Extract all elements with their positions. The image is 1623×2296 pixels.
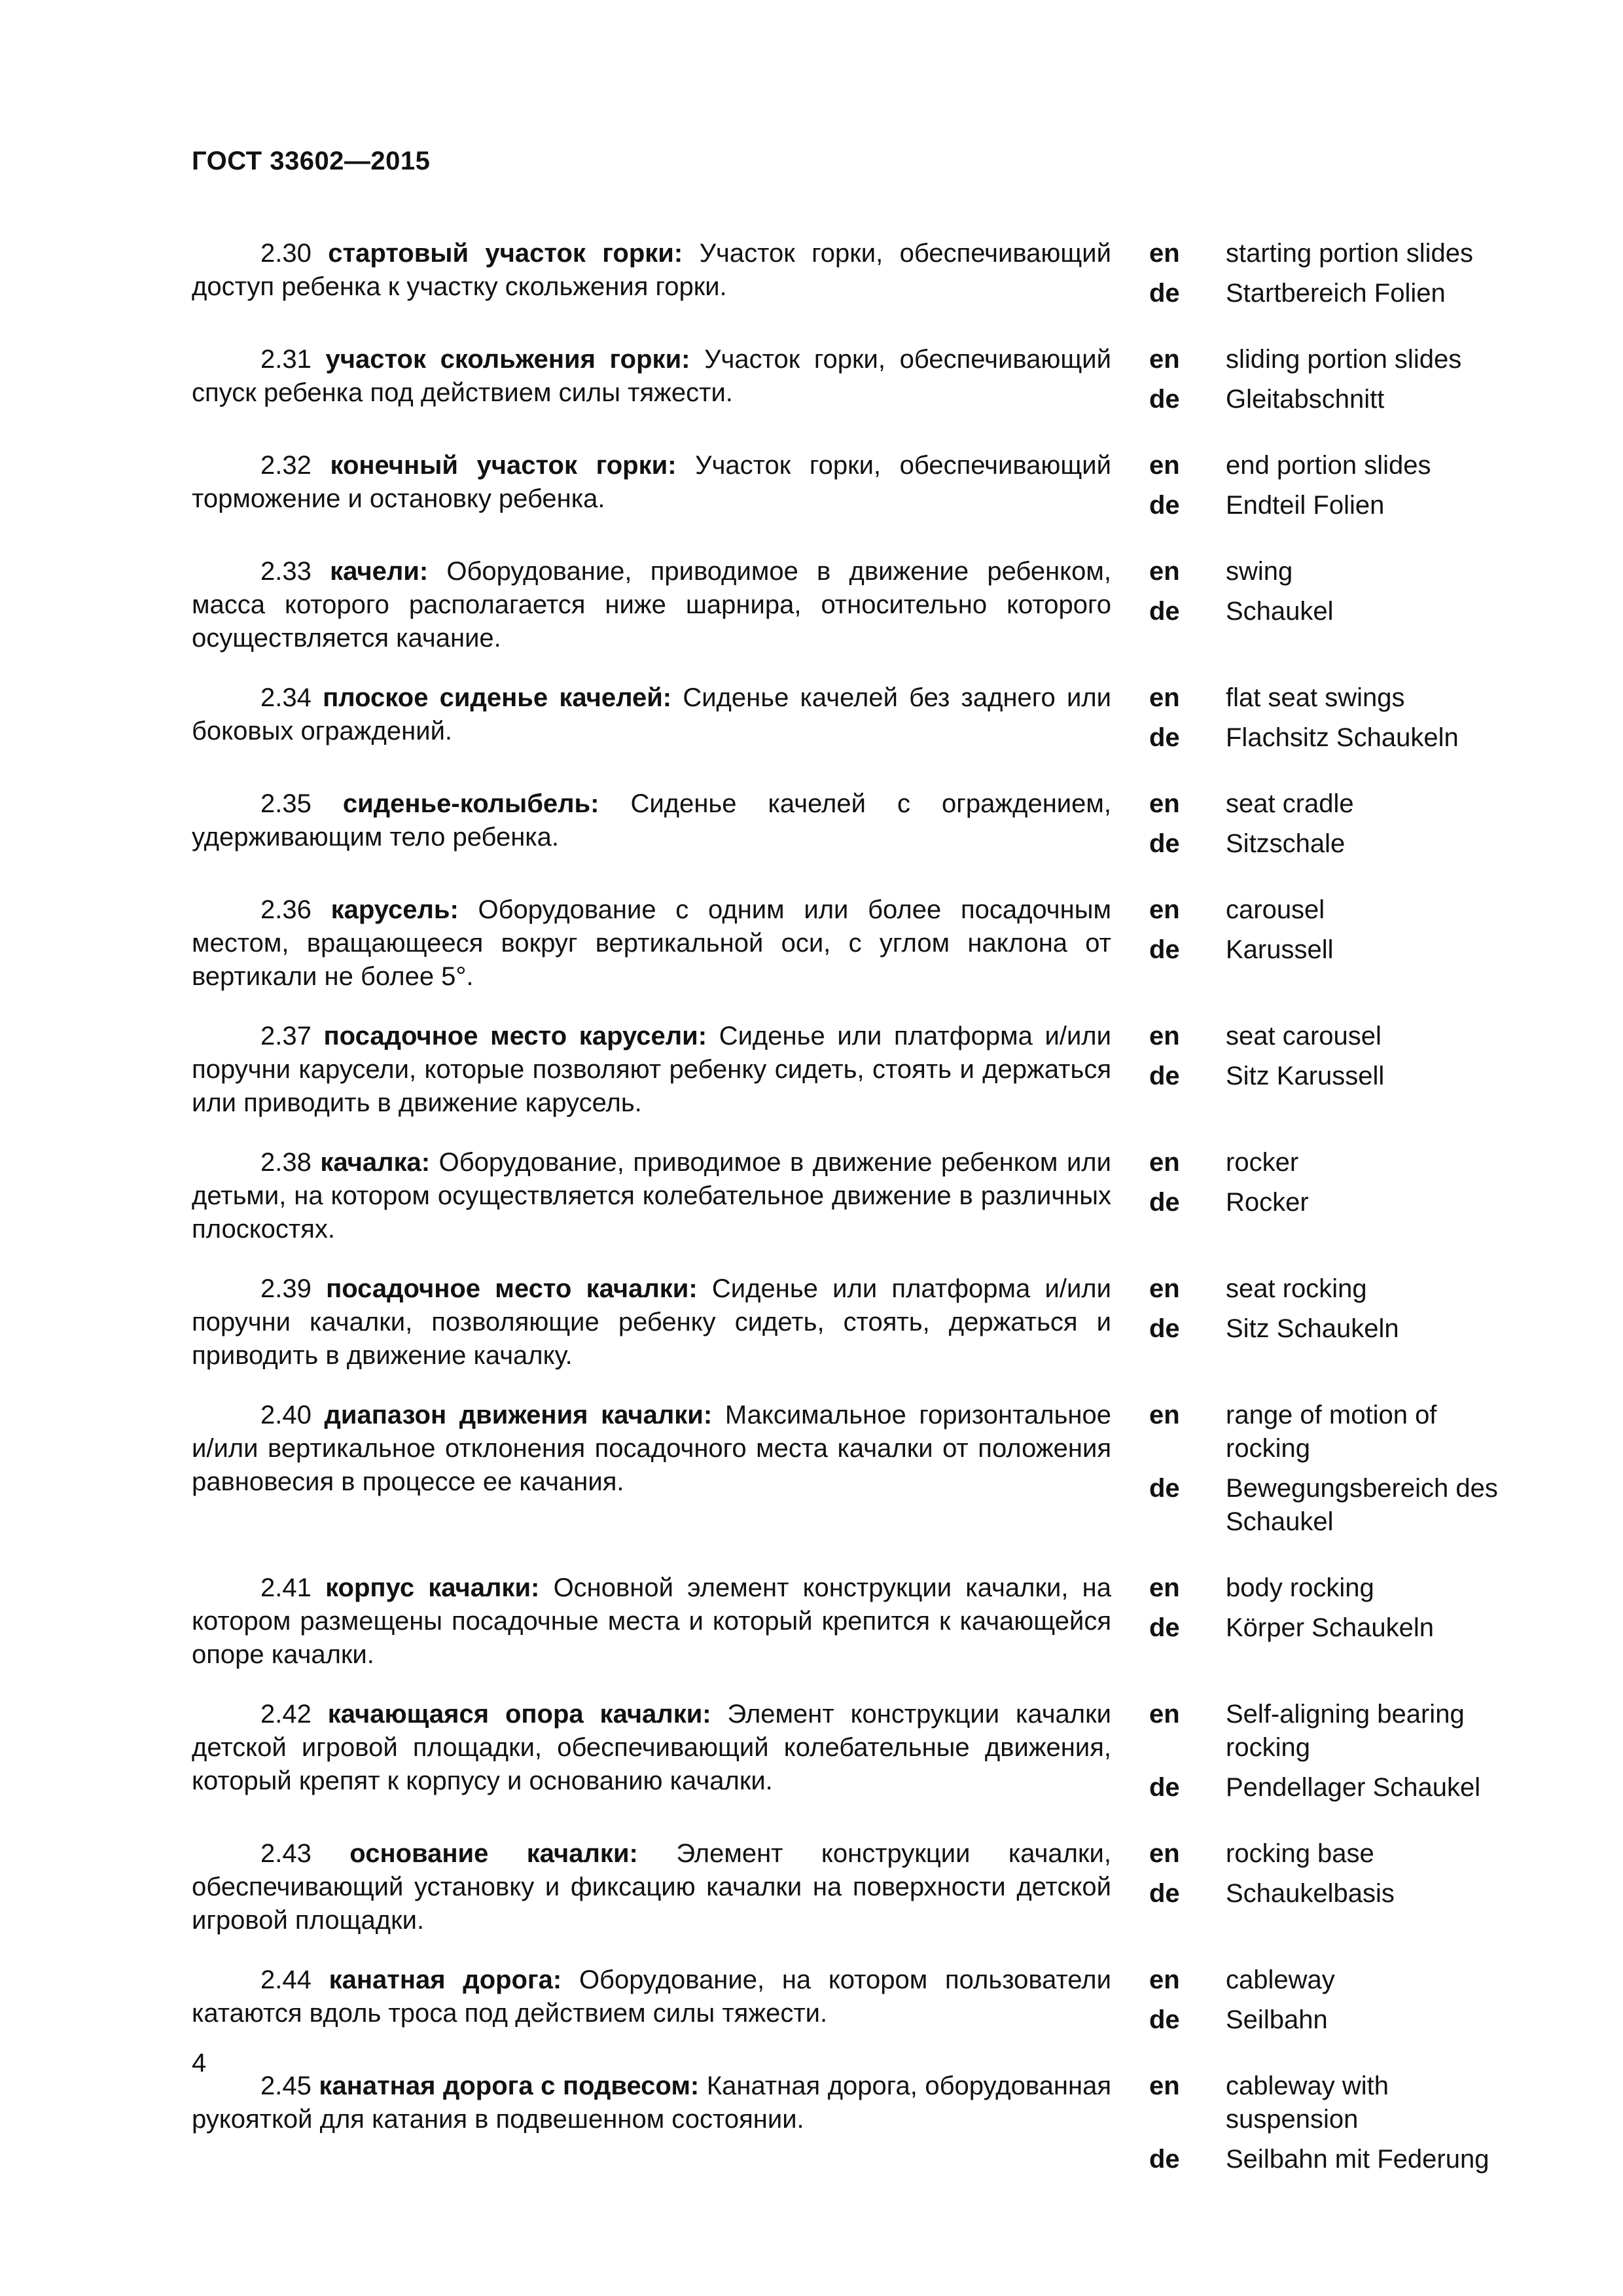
equivalent-de [1149,1771,1514,1804]
term-number: 2.45 [260,2072,312,2100]
term-name: качающаяся опора качалки: [327,1700,711,1729]
equivalent-de [1149,383,1514,416]
term-name: посадочное место карусели: [323,1022,707,1050]
equivalent-en [1149,343,1514,376]
equivalent-term-en: range of motion of rocking [1226,1401,1437,1463]
term-name: канатная дорога: [329,1965,562,1994]
term-equivalents [1149,1146,1514,1246]
term-name: качалка: [320,1148,431,1177]
term-name: качели: [330,557,429,586]
term-entry [192,2070,1514,2183]
term-list [192,237,1514,2209]
language-code: en [1149,895,1180,924]
term-entry [192,343,1514,423]
equivalent-de [1149,2143,1514,2176]
language-code: en [1149,1839,1180,1868]
term-name: сиденье-колыбель: [342,789,599,818]
term-equivalents [1149,1571,1514,1672]
term-definition: Канатная дорога, оборудованная рукояткой для катания в подвешенном состоянии. [192,2072,1111,2134]
term-name: стартовый участок горки: [328,239,683,268]
equivalent-de [1149,1060,1514,1093]
language-code: en [1149,239,1180,268]
equivalent-term-en: sliding portion slides [1226,345,1462,374]
term-number: 2.37 [260,1022,312,1050]
term-equivalents [1149,2070,1514,2183]
equivalent-term-en: end portion slides [1226,451,1431,480]
equivalent-en [1149,1020,1514,1053]
term-equivalents [1149,893,1514,994]
term-definition: Участок горки, обеспечивающий спуск ребенка под действием силы тяжести. [192,345,1111,407]
term-definition-block [192,1399,1111,1545]
equivalent-term-de: Startbereich Folien [1226,279,1446,308]
language-code: en [1149,451,1180,480]
term-name: основание качалки: [349,1839,638,1868]
equivalent-term-en: Self-aligning bearing rocking [1226,1700,1465,1762]
term-definition-block [192,1571,1111,1672]
term-entry [192,1146,1514,1246]
term-number: 2.34 [260,683,312,712]
term-definition: Сиденье или платформа и/или поручни карусели, которые позволяют ребенку сидеть, стоять и держаться или приводить в движение карусель. [192,1022,1111,1117]
term-name: посадочное место качалки: [326,1274,698,1303]
term-name: канатная дорога с подвесом: [319,2072,700,2100]
term-entry [192,893,1514,994]
term-definition: Оборудование с одним или более посадочным местом, вращающееся вокруг вертикальной оси, с углом наклона от вертикали не более 5°. [192,895,1111,991]
language-code: de [1149,1314,1180,1343]
term-name: плоское сиденье качелей: [323,683,672,712]
equivalent-term-en: cableway [1226,1965,1335,1994]
page-number: 4 [192,2049,207,2077]
term-definition-block [192,555,1111,655]
language-code: en [1149,2072,1180,2100]
term-definition-block [192,1964,1111,2043]
language-code: en [1149,683,1180,712]
term-definition: Сиденье качелей с ограждением, удерживающим тело ребенка. [192,789,1112,852]
language-code: de [1149,935,1180,964]
equivalent-term-en: body rocking [1226,1573,1374,1602]
term-definition: Элемент конструкции качалки детской игровой площадки, обеспечивающий колебательные движения, который крепят к корпусу и основанию качалки. [192,1700,1111,1795]
language-code: en [1149,1700,1180,1729]
term-entry [192,1020,1514,1120]
equivalent-en [1149,555,1514,588]
term-entry [192,1571,1514,1672]
term-definition-block [192,893,1111,994]
equivalent-en [1149,1146,1514,1179]
equivalent-term-de: Flachsitz Schaukeln [1226,723,1459,752]
language-code: de [1149,1474,1180,1503]
equivalent-de [1149,1877,1514,1910]
term-equivalents [1149,237,1514,317]
equivalent-en [1149,1698,1514,1765]
term-entry [192,449,1514,529]
term-equivalents [1149,1272,1514,1372]
term-name: корпус качалки: [325,1573,540,1602]
equivalent-term-de: Sitz Karussell [1226,1062,1385,1090]
term-entry [192,681,1514,761]
term-definition: Сиденье или платформа и/или поручни качалки, позволяющие ребенку сидеть, стоять, держаться и приводить в движение качалку. [192,1274,1111,1370]
equivalent-de [1149,1472,1514,1539]
term-entry [192,555,1514,655]
term-definition: Элемент конструкции качалки, обеспечивающий установку и фиксацию качалки на поверхности детской игровой площадки. [192,1839,1111,1935]
equivalent-de [1149,827,1514,861]
language-code: de [1149,491,1180,520]
language-code: en [1149,1148,1180,1177]
term-number: 2.38 [260,1148,312,1177]
term-entry [192,1964,1514,2043]
term-equivalents [1149,1020,1514,1120]
language-code: de [1149,1773,1180,1802]
term-number: 2.30 [260,239,312,268]
equivalent-term-en: rocking base [1226,1839,1374,1868]
equivalent-en [1149,681,1514,715]
equivalent-term-de: Pendellager Schaukel [1226,1773,1481,1802]
term-definition-block [192,1272,1111,1372]
language-code: en [1149,557,1180,586]
equivalent-de [1149,721,1514,755]
language-code: de [1149,597,1180,626]
equivalent-term-en: rocker [1226,1148,1299,1177]
equivalent-en [1149,1571,1514,1605]
term-entry [192,1837,1514,1937]
equivalent-de [1149,489,1514,522]
term-equivalents [1149,1837,1514,1937]
equivalent-term-en: flat seat swings [1226,683,1405,712]
term-number: 2.35 [260,789,312,818]
term-definition: Оборудование, на котором пользователи катаются вдоль троса под действием силы тяжести. [192,1965,1111,2028]
document-header: ГОСТ 33602—2015 [192,147,431,175]
term-definition: Участок горки, обеспечивающий торможение и остановку ребенка. [192,451,1111,513]
term-equivalents [1149,449,1514,529]
language-code: de [1149,279,1180,308]
term-number: 2.31 [260,345,312,374]
term-number: 2.42 [260,1700,312,1729]
term-definition-block [192,343,1111,423]
term-definition-block [192,787,1111,867]
equivalent-en [1149,1964,1514,1997]
term-entry [192,1272,1514,1372]
equivalent-de [1149,933,1514,967]
term-name: конечный участок горки: [330,451,677,480]
equivalent-de [1149,1611,1514,1645]
equivalent-term-de: Bewegungsbereich des Schaukel [1226,1474,1498,1536]
term-number: 2.33 [260,557,312,586]
language-code: de [1149,1613,1180,1642]
term-entry [192,1698,1514,1811]
term-number: 2.41 [260,1573,312,1602]
equivalent-en [1149,893,1514,927]
language-code: de [1149,1879,1180,1908]
equivalent-term-de: Seilbahn mit Federung [1226,2145,1489,2174]
language-code: de [1149,2145,1180,2174]
term-entry [192,237,1514,317]
term-name: карусель: [330,895,459,924]
equivalent-en [1149,2070,1514,2136]
equivalent-term-de: Sitzschale [1226,829,1346,858]
equivalent-term-de: Karussell [1226,935,1334,964]
term-definition-block [192,237,1111,317]
equivalent-term-de: Endteil Folien [1226,491,1385,520]
term-definition-block [192,1146,1111,1246]
term-definition: Оборудование, приводимое в движение ребенком, масса которого располагается ниже шарнира, относительно которого осуществляется качание. [192,557,1111,653]
equivalent-term-de: Rocker [1226,1188,1309,1217]
term-number: 2.32 [260,451,312,480]
term-definition-block [192,1698,1111,1811]
equivalent-en [1149,1837,1514,1871]
equivalent-term-de: Schaukelbasis [1226,1879,1395,1908]
language-code: en [1149,1274,1180,1303]
term-number: 2.39 [260,1274,312,1303]
term-definition-block [192,2070,1111,2183]
term-number: 2.43 [260,1839,312,1868]
term-equivalents [1149,343,1514,423]
term-entry [192,787,1514,867]
language-code: en [1149,1573,1180,1602]
language-code: en [1149,1022,1180,1050]
equivalent-term-en: starting portion slides [1226,239,1473,268]
term-name: участок скольжения горки: [325,345,690,374]
equivalent-de [1149,1312,1514,1346]
language-code: de [1149,723,1180,752]
equivalent-term-en: swing [1226,557,1293,586]
language-code: en [1149,789,1180,818]
equivalent-term-en: cableway with suspension [1226,2072,1389,2134]
equivalent-term-de: Schaukel [1226,597,1334,626]
term-number: 2.36 [260,895,312,924]
equivalent-term-de: Seilbahn [1226,2005,1328,2034]
term-equivalents [1149,681,1514,761]
term-definition-block [192,1020,1111,1120]
term-name: диапазон движения качалки: [324,1401,713,1429]
equivalent-term-en: seat carousel [1226,1022,1382,1050]
equivalent-de [1149,1186,1514,1219]
equivalent-term-de: Sitz Schaukeln [1226,1314,1399,1343]
equivalent-en [1149,1272,1514,1306]
equivalent-de [1149,595,1514,628]
language-code: de [1149,1062,1180,1090]
language-code: en [1149,1965,1180,1994]
term-definition-block [192,681,1111,761]
equivalent-term-de: Gleitabschnitt [1226,385,1385,414]
equivalent-en [1149,1399,1514,1465]
language-code: de [1149,829,1180,858]
term-definition: Сиденье качелей без заднего или боковых ограждений. [192,683,1111,745]
term-definition: Основной элемент конструкции качалки, на котором размещены посадочные места и который крепится к качающейся опоре качалки. [192,1573,1111,1669]
term-equivalents [1149,555,1514,655]
equivalent-term-en: seat cradle [1226,789,1354,818]
term-definition-block [192,1837,1111,1937]
term-equivalents [1149,1399,1514,1545]
term-equivalents [1149,787,1514,867]
equivalent-en [1149,449,1514,482]
term-number: 2.40 [260,1401,312,1429]
equivalent-term-de: Körper Schaukeln [1226,1613,1434,1642]
term-definition: Максимальное горизонтальное и/или вертикальное отклонения посадочного места качалки от положения равновесия в процессе ее качания. [192,1401,1111,1496]
equivalent-en [1149,237,1514,270]
equivalent-de [1149,277,1514,310]
language-code: en [1149,345,1180,374]
term-definition-block [192,449,1111,529]
language-code: en [1149,1401,1180,1429]
term-equivalents [1149,1964,1514,2043]
term-definition: Участок горки, обеспечивающий доступ ребенка к участку скольжения горки. [192,239,1111,301]
equivalent-de [1149,2003,1514,2037]
term-equivalents [1149,1698,1514,1811]
term-number: 2.44 [260,1965,312,1994]
equivalent-term-en: seat rocking [1226,1274,1367,1303]
term-definition: Оборудование, приводимое в движение ребенком или детьми, на котором осуществляется колебательное движение в различных плоскостях. [192,1148,1111,1244]
language-code: de [1149,1188,1180,1217]
equivalent-en [1149,787,1514,821]
language-code: de [1149,385,1180,414]
equivalent-term-en: carousel [1226,895,1325,924]
language-code: de [1149,2005,1180,2034]
term-entry [192,1399,1514,1545]
